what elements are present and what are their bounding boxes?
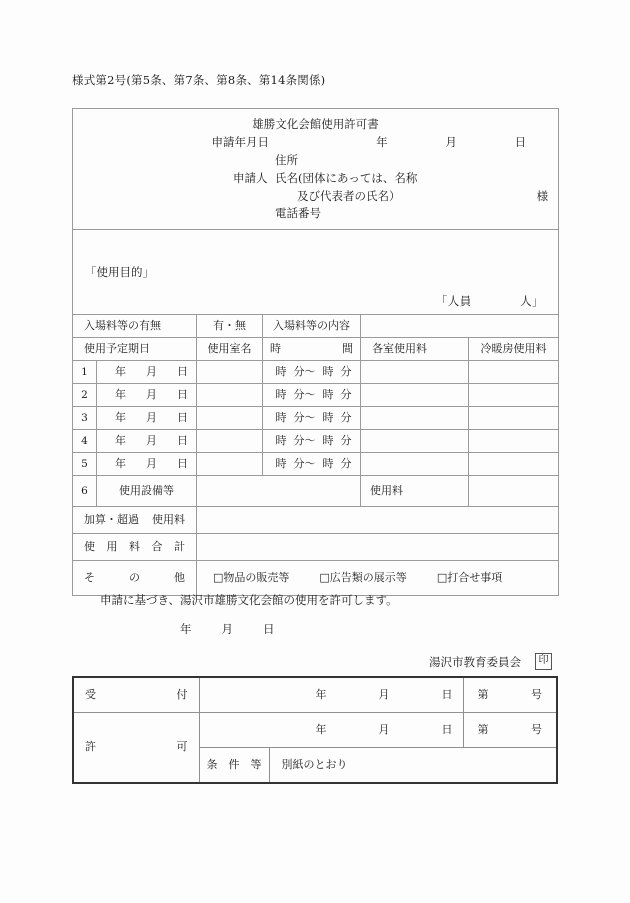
equipment-row xyxy=(73,476,559,507)
checkbox-advertising-display[interactable]: □広告類の展示等 xyxy=(319,570,407,584)
room-name-cell[interactable] xyxy=(197,361,263,384)
receipt-day-label: 日 xyxy=(441,687,453,701)
surcharge-label: 加算・超過 使用料 xyxy=(73,507,197,534)
hvac-fee-cell[interactable] xyxy=(469,361,559,384)
receipt-permission-table xyxy=(72,676,558,784)
permission-issuer-line xyxy=(72,653,558,670)
receipt-row xyxy=(73,677,557,713)
application-date-line xyxy=(83,134,548,152)
phone-label: 電話番号 xyxy=(275,206,321,221)
receipt-date-cell[interactable] xyxy=(199,677,463,713)
equipment-fee-label: 使用料 xyxy=(361,476,469,507)
honorific-label: 様 xyxy=(536,188,549,203)
room-name-cell[interactable] xyxy=(197,453,263,476)
admission-content-label: 入場料等の内容 xyxy=(263,315,361,338)
permission-record-day-label: 日 xyxy=(441,722,453,736)
permission-number-cell[interactable] xyxy=(463,713,557,748)
surcharge-value[interactable] xyxy=(197,507,559,534)
usage-table-header-row xyxy=(73,338,559,361)
equipment-value[interactable] xyxy=(197,476,361,507)
applicant-address-row xyxy=(83,152,548,170)
header-block-cell xyxy=(73,109,559,230)
equipment-fee-value[interactable] xyxy=(469,476,559,507)
applicant-name-row-2 xyxy=(83,188,548,206)
room-name-cell[interactable] xyxy=(197,407,263,430)
others-label: そ の 他 xyxy=(73,561,197,596)
seal-stamp-icon: 印 xyxy=(535,653,552,670)
permission-number-prefix: 第 xyxy=(477,722,489,736)
applicant-phone-row xyxy=(83,205,548,223)
admission-fee-row xyxy=(73,315,559,338)
purpose-cell[interactable] xyxy=(73,230,559,315)
permission-record-year-label: 年 xyxy=(315,722,327,736)
applicant-block xyxy=(83,152,548,223)
room-fee-cell[interactable] xyxy=(361,453,469,476)
usage-date-cell[interactable]: 年 月 日 xyxy=(97,361,197,384)
time-header-right: 間 xyxy=(342,341,353,355)
receipt-number-suffix: 号 xyxy=(531,687,542,701)
time-header xyxy=(263,338,361,361)
name-label: 氏名(団体にあっては、名称 xyxy=(275,170,418,185)
usage-date-header: 使用予定期日 xyxy=(73,338,197,361)
permission-year-label: 年 xyxy=(180,622,192,636)
issuer-name: 湯沢市教育委員会 xyxy=(429,654,521,669)
usage-date-cell[interactable]: 年 月 日 xyxy=(97,430,197,453)
permission-block xyxy=(72,592,558,670)
permission-month-label: 月 xyxy=(221,622,233,636)
room-fee-cell[interactable] xyxy=(361,361,469,384)
conditions-label: 条 件 等 xyxy=(199,748,269,784)
usage-permit-main-table xyxy=(72,108,559,596)
purpose-label: 「使用目的」 xyxy=(85,265,154,280)
room-fee-cell[interactable] xyxy=(361,384,469,407)
row-number: 6 xyxy=(73,476,97,507)
others-checkbox-group xyxy=(197,561,559,596)
time-cell[interactable]: 時 分～ 時 分 xyxy=(263,384,361,407)
time-cell[interactable]: 時 分～ 時 分 xyxy=(263,430,361,453)
room-name-cell[interactable] xyxy=(197,430,263,453)
time-header-left: 時 xyxy=(270,341,281,355)
hvac-fee-header: 冷暖房使用料 xyxy=(469,338,559,361)
time-cell[interactable]: 時 分～ 時 分 xyxy=(263,361,361,384)
usage-date-cell[interactable]: 年 月 日 xyxy=(97,384,197,407)
room-fee-cell[interactable] xyxy=(361,430,469,453)
address-label: 住所 xyxy=(275,153,298,168)
permission-number-suffix: 号 xyxy=(531,722,542,736)
receipt-number-cell[interactable] xyxy=(463,677,557,713)
application-month-label: 月 xyxy=(445,135,457,150)
applicant-label: 申請人 xyxy=(233,170,268,185)
total-fee-label: 使 用 料 合 計 xyxy=(73,534,197,561)
name-label-continued: 及び代表者の氏名） xyxy=(297,188,401,203)
others-row xyxy=(73,561,559,596)
table-row xyxy=(73,384,559,407)
checkbox-meeting-matters[interactable]: □打合せ事項 xyxy=(436,570,503,584)
permission-day-label: 日 xyxy=(263,622,275,636)
purpose-row xyxy=(73,230,559,315)
table-row xyxy=(73,407,559,430)
application-date-fields xyxy=(376,134,526,152)
application-date-label: 申請年月日 xyxy=(211,135,269,150)
header-block-row xyxy=(73,109,559,230)
room-fee-header: 各室使用料 xyxy=(361,338,469,361)
attendee-count-label: 「人員 xyxy=(435,294,472,309)
room-fee-cell[interactable] xyxy=(361,407,469,430)
form-number-heading: 様式第2号(第5条、第7条、第8条、第14条関係) xyxy=(72,73,326,87)
hvac-fee-cell[interactable] xyxy=(469,407,559,430)
receipt-month-label: 月 xyxy=(378,687,390,701)
permission-date-cell[interactable] xyxy=(199,713,463,748)
hvac-fee-cell[interactable] xyxy=(469,430,559,453)
receipt-number-prefix: 第 xyxy=(477,687,489,701)
equipment-label: 使用設備等 xyxy=(97,476,197,507)
permission-date-fields xyxy=(72,621,275,637)
room-name-header: 使用室名 xyxy=(197,338,263,361)
receipt-year-label: 年 xyxy=(315,687,327,701)
receipt-label: 受 付 xyxy=(73,677,199,713)
application-day-label: 日 xyxy=(514,135,527,150)
time-cell[interactable]: 時 分～ 時 分 xyxy=(263,453,361,476)
hvac-fee-cell[interactable] xyxy=(469,453,559,476)
usage-date-cell[interactable]: 年 月 日 xyxy=(97,453,197,476)
checkbox-goods-sale[interactable]: □物品の販売等 xyxy=(213,570,290,584)
row-number: 4 xyxy=(73,430,97,453)
row-number: 1 xyxy=(73,361,97,384)
admission-presence-label: 入場料等の有無 xyxy=(73,315,197,338)
total-fee-value[interactable] xyxy=(197,534,559,561)
application-year-label: 年 xyxy=(376,135,388,150)
table-row xyxy=(73,430,559,453)
admission-presence-options[interactable]: 有・無 xyxy=(197,315,263,338)
attendee-count-field xyxy=(436,294,544,310)
permission-record-row xyxy=(73,713,557,748)
time-cell[interactable]: 時 分～ 時 分 xyxy=(263,407,361,430)
permission-record-month-label: 月 xyxy=(378,722,390,736)
usage-date-cell[interactable]: 年 月 日 xyxy=(97,407,197,430)
conditions-value[interactable]: 別紙のとおり xyxy=(269,748,557,784)
table-row xyxy=(73,453,559,476)
row-number: 5 xyxy=(73,453,97,476)
admission-content-value[interactable] xyxy=(361,315,559,338)
row-number: 2 xyxy=(73,384,97,407)
applicant-name-row xyxy=(83,170,548,188)
permission-label: 許 可 xyxy=(73,713,199,784)
surcharge-row xyxy=(73,507,559,534)
permission-statement: 申請に基づき、湯沢市雄勝文化会館の使用を許可します。 xyxy=(100,593,398,607)
total-fee-row xyxy=(73,534,559,561)
room-name-cell[interactable] xyxy=(197,384,263,407)
document-title: 雄勝文化会館使用許可書 xyxy=(252,116,379,131)
row-number: 3 xyxy=(73,407,97,430)
table-row xyxy=(73,361,559,384)
hvac-fee-cell[interactable] xyxy=(469,384,559,407)
attendee-count-unit: 人」 xyxy=(520,294,545,309)
